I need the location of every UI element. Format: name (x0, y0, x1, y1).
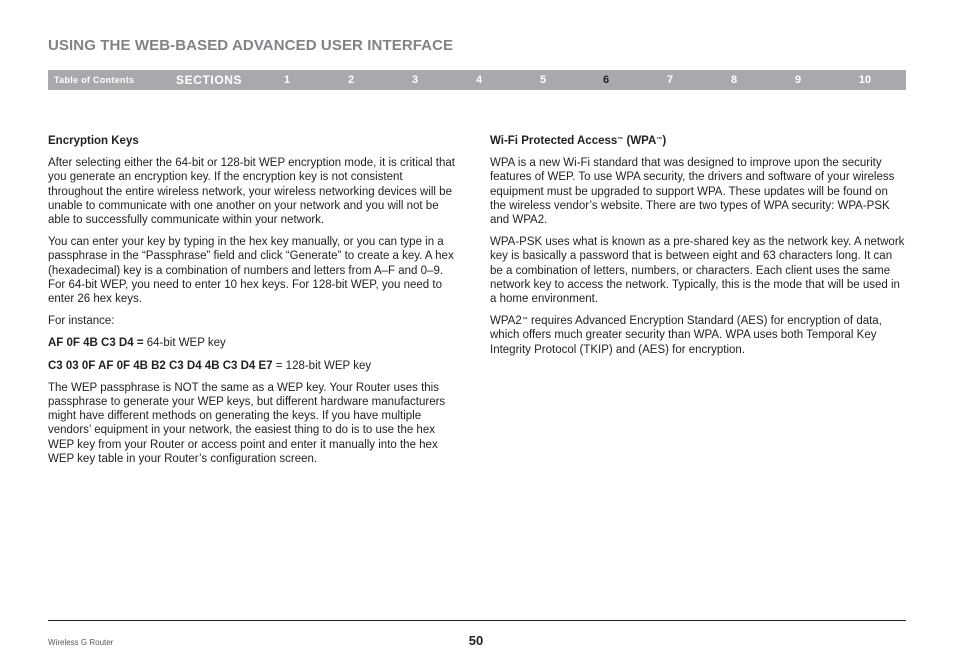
example-64bit (48, 336, 460, 350)
encryption-keys-heading: Encryption Keys (48, 135, 139, 147)
section-link-7[interactable]: 7 (666, 74, 674, 86)
page-number: 50 (468, 633, 484, 648)
left-column (48, 132, 460, 474)
wpa-heading-tm: ™ (617, 137, 624, 143)
wpa-heading-tm-2: ™ (656, 137, 663, 143)
sections-label: SECTIONS (176, 73, 243, 87)
page-header-title: USING THE WEB-BASED ADVANCED USER INTERFACE (48, 37, 454, 54)
encryption-intro-paragraph: After selecting either the 64-bit or 128-bit WEP encryption mode, it is critical that you generate an encryption key. If the encryption key is not consistent throughout the entire wireless network, your wireless networking devices will be unable to communicate with one another on your network and you will not be able to successfully communicate within your network. (48, 157, 455, 227)
wpa-heading (490, 134, 906, 148)
wpa-intro-paragraph: WPA is a new Wi-Fi standard that was designed to improve upon the security features of WEP. To use WPA security, the drivers and software of your wireless equipment must be upgraded to support WPA. These updates will be found on the wireless vendor’s website. There are two types of WPA security: WPA-PSK and WPA2. (490, 157, 895, 227)
section-nav-bar (48, 70, 906, 90)
section-link-6[interactable]: 6 (602, 74, 610, 86)
section-link-1[interactable]: 1 (283, 74, 291, 86)
section-link-5[interactable]: 5 (539, 74, 547, 86)
section-link-10[interactable]: 10 (858, 74, 872, 86)
example-128bit (48, 359, 460, 373)
example-64bit-key: AF 0F 4B C3 D4 = (48, 337, 144, 350)
wpa-heading-post: ) (662, 135, 667, 147)
passphrase-paragraph: The WEP passphrase is NOT the same as a WEP key. Your Router uses this passphrase to generate your WEP keys, but different hardware manufacturers might have different methods on generating the keys. If you have multiple vendors’ equipment in your network, the easiest thing to do is to use the hex WEP key from your Router or access point and enter it manually into the hex WEP key table in your Router’s configuration screen. (48, 381, 446, 465)
for-instance-text: For instance: (48, 315, 115, 328)
hex-key-paragraph: You can enter your key by typing in the hex key manually, or you can type in a passphrase in the “Passphrase” field and click “Generate” to create a key. A hex (hexadecimal) key is a combination of numbers and letters from A–F and 0–9. For 64-bit WEP, you need to enter 10 hex keys. For 128-bit WEP, you need to enter 26 hex keys. (48, 236, 454, 306)
section-link-3[interactable]: 3 (411, 74, 419, 86)
right-column (490, 132, 906, 365)
example-128bit-key: C3 03 0F AF 0F 4B B2 C3 D4 4B C3 D4 E7 (48, 359, 273, 372)
wpa-heading-pre: Wi-Fi Protected Access (490, 135, 618, 147)
example-64bit-desc: 64-bit WEP key (143, 337, 226, 350)
footer-divider (48, 620, 906, 621)
wpa2-text: requires Advanced Encryption Standard (AES) for encryption of data, which offers much greater security than WPA. WPA uses both Temporal Key Integrity Protocol (TKIP) and (AES) for encryption. (490, 315, 882, 356)
section-link-8[interactable]: 8 (730, 74, 738, 86)
table-of-contents-link[interactable]: Table of Contents (54, 75, 135, 85)
wpa2-label: WPA2 (490, 315, 522, 328)
example-128bit-desc: = 128-bit WEP key (272, 359, 372, 372)
section-link-4[interactable]: 4 (475, 74, 483, 86)
wpa2-paragraph (490, 314, 906, 357)
wpa2-tm: ™ (521, 317, 528, 324)
wpa-heading-mid: (WPA (623, 135, 657, 147)
footer-product-name: Wireless G Router (48, 638, 114, 647)
wpa-psk-paragraph: WPA-PSK uses what is known as a pre-shared key as the network key. A network key is basically a password that is between eight and 63 characters long. It can be a combination of letters, numbers, or characters. Each client uses the same network key to access the network. Typically, this is the mode that will be used in a home environment. (490, 236, 905, 306)
section-link-9[interactable]: 9 (794, 74, 802, 86)
section-link-2[interactable]: 2 (347, 74, 355, 86)
